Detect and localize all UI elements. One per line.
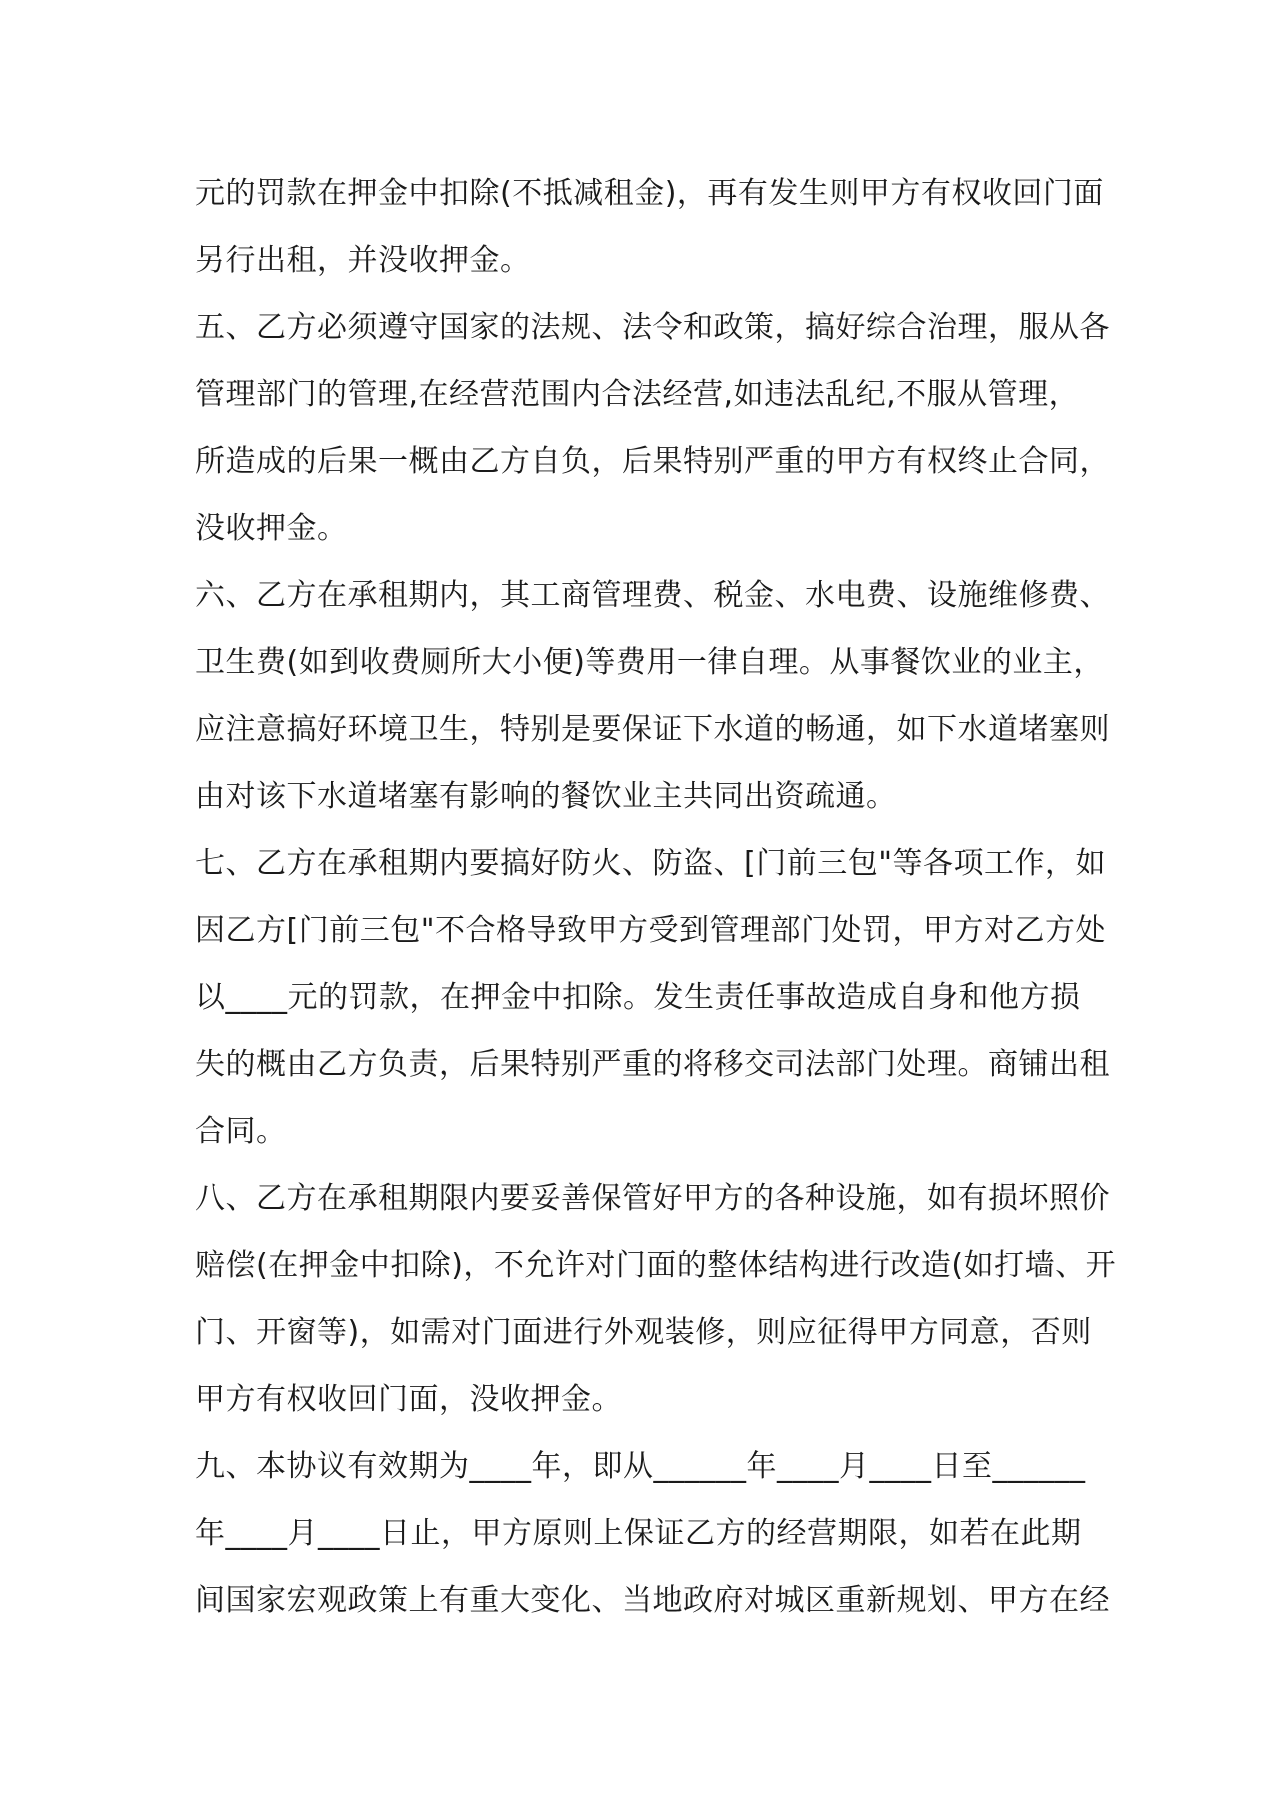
text-line: 七、乙方在承租期内要搞好防火、防盗、[门前三包"等各项工作，如 [195, 846, 1107, 881]
text-line: 甲方有权收回门面，没收押金。 [195, 1382, 622, 1417]
document-body [195, 160, 1117, 1634]
text-line: 以____元的罚款，在押金中扣除。发生责任事故造成自身和他方损 [195, 980, 1081, 1015]
text-line: 应注意搞好环境卫生，特别是要保证下水道的畅通，如下水道堵塞则 [195, 712, 1110, 747]
text-line: 八、乙方在承租期限内要妥善保管好甲方的各种设施，如有损坏照价 [195, 1181, 1110, 1216]
text-line: 六、乙方在承租期内，其工商管理费、税金、水电费、设施维修费、 [195, 578, 1110, 613]
text-line: 赔偿(在押金中扣除)，不允许对门面的整体结构进行改造(如打墙、开 [195, 1248, 1117, 1283]
text-line: 门、开窗等)，如需对门面进行外观装修，则应征得甲方同意，否则 [195, 1315, 1092, 1350]
text-line: 年____月____日止，甲方原则上保证乙方的经营期限，如若在此期 [195, 1516, 1082, 1551]
text-line: 五、乙方必须遵守国家的法规、法令和政策，搞好综合治理，服从各 [195, 310, 1110, 345]
text-line: 合同。 [195, 1114, 287, 1149]
text-line: 由对该下水道堵塞有影响的餐饮业主共同出资疏通。 [195, 779, 897, 814]
text-line: 没收押金。 [195, 511, 348, 546]
text-line: 间国家宏观政策上有重大变化、当地政府对城区重新规划、甲方在经 [195, 1583, 1110, 1618]
text-line: 卫生费(如到收费厕所大小便)等费用一律自理。从事餐饮业的业主， [195, 645, 1104, 680]
text-line: 九、本协议有效期为____年，即从______年____月____日至______ [195, 1449, 1086, 1484]
text-line: 管理部门的管理,在经营范围内合法经营,如违法乱纪,不服从管理， [195, 377, 1080, 412]
text-line: 因乙方[门前三包"不合格导致甲方受到管理部门处罚，甲方对乙方处 [195, 913, 1107, 948]
text-line: 另行出租，并没收押金。 [195, 243, 531, 278]
text-line: 所造成的后果一概由乙方自负，后果特别严重的甲方有权终止合同， [195, 444, 1110, 479]
text-line: 失的概由乙方负责，后果特别严重的将移交司法部门处理。商铺出租 [195, 1047, 1110, 1082]
text-line: 元的罚款在押金中扣除(不抵减租金)，再有发生则甲方有权收回门面 [195, 176, 1104, 211]
